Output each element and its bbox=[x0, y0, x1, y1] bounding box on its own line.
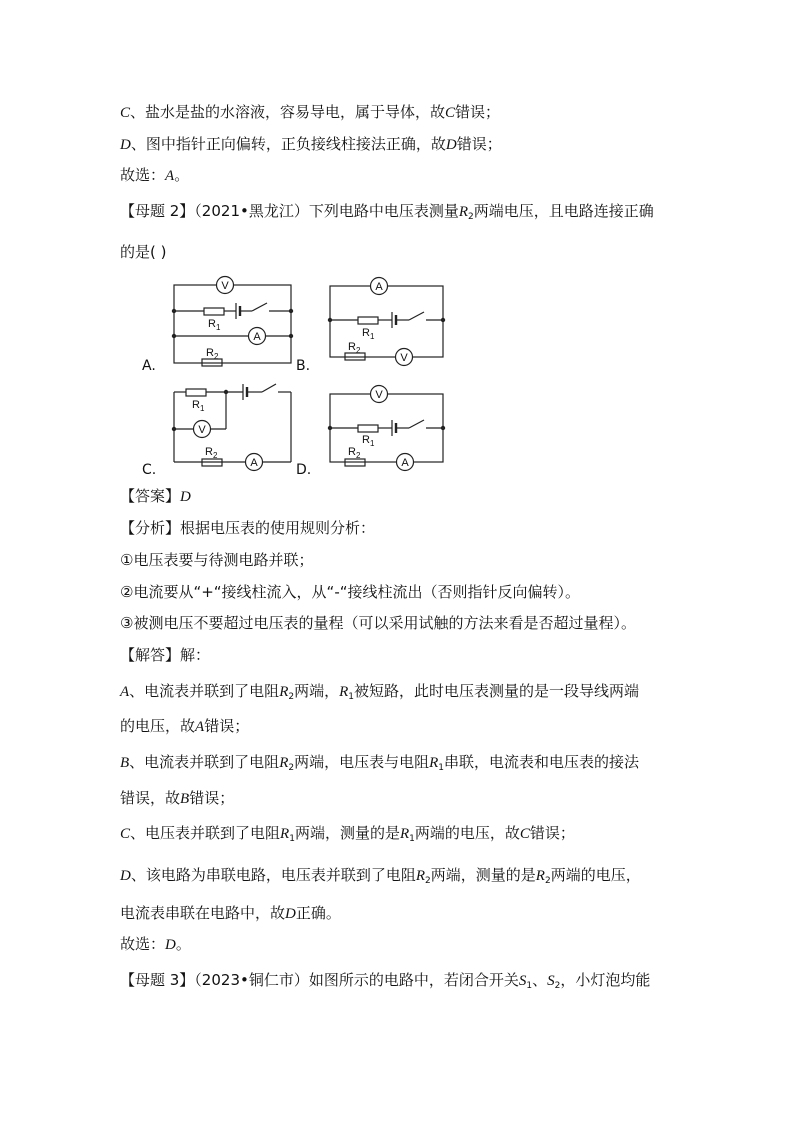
option-letter: C bbox=[445, 105, 456, 121]
option-letter: C bbox=[120, 105, 131, 121]
option-letter: D bbox=[445, 137, 457, 153]
text: 的是( ) bbox=[120, 243, 167, 261]
var: R bbox=[535, 868, 545, 884]
option-b-label: B. bbox=[296, 358, 311, 374]
text: 两端，测量的是 bbox=[294, 824, 400, 842]
meter-label: A bbox=[375, 281, 383, 293]
resistor-sub: 1 bbox=[370, 332, 375, 341]
text: 错误； bbox=[456, 135, 502, 153]
option-a-label: A. bbox=[142, 358, 156, 374]
meter-label: A bbox=[253, 331, 261, 343]
var-sub: 2 bbox=[468, 212, 474, 222]
meter-label: A bbox=[250, 457, 258, 469]
text: 【母题 3】（2023•铜仁市）如图所示的电路中，若闭合开关 bbox=[120, 971, 519, 989]
text: 串联，电流表和电压表的接法 bbox=[444, 753, 640, 771]
answer-line bbox=[120, 486, 191, 507]
text: 两端，测量的是 bbox=[430, 866, 536, 884]
text: 、该电路为串联电路，电压表并联到了电阻 bbox=[130, 866, 416, 884]
var: S bbox=[547, 973, 555, 989]
text: 两端， bbox=[294, 682, 340, 700]
meter-label: V bbox=[375, 389, 383, 401]
rule-1 bbox=[120, 550, 313, 570]
option-letter: A bbox=[120, 684, 130, 700]
text: 错误； bbox=[529, 824, 575, 842]
resistor-sub: 2 bbox=[356, 346, 361, 355]
meter-label: V bbox=[400, 352, 408, 364]
text: 两端的电压，故 bbox=[414, 824, 520, 842]
question-3-stem bbox=[120, 970, 650, 996]
var: R bbox=[399, 826, 410, 842]
resistor-label: R bbox=[348, 446, 356, 458]
text: 两端，电压表与电阻 bbox=[294, 753, 430, 771]
var-sub: 2 bbox=[425, 876, 431, 886]
resistor-sub: 1 bbox=[370, 439, 375, 448]
option-letter: B bbox=[180, 791, 190, 807]
var-sub: 1 bbox=[348, 692, 355, 702]
var-sub: 2 bbox=[288, 763, 295, 773]
text: 故选： bbox=[120, 166, 166, 184]
text: ①电压表要与待测电路并联； bbox=[120, 551, 314, 569]
resistor-sub: 2 bbox=[356, 451, 361, 460]
resistor-label: R bbox=[206, 347, 214, 359]
text: ③被测电压不要超过电压表的量程（可以采用试触的方法来看是否超过量程）。 bbox=[120, 614, 636, 632]
solution-b-cont bbox=[120, 788, 234, 809]
var: R bbox=[280, 826, 290, 842]
circuit-a bbox=[174, 285, 291, 366]
var-sub: 1 bbox=[526, 981, 533, 991]
line-choose-d bbox=[120, 934, 191, 955]
option-d-label: D. bbox=[296, 462, 312, 478]
option-letter: D bbox=[120, 137, 131, 153]
text: ②电流要从“+“接线柱流入，从“-“接线柱流出（否则指针反向偏转）。 bbox=[120, 583, 581, 601]
solution-a-cont bbox=[120, 716, 249, 737]
var: R bbox=[429, 755, 439, 771]
var: R bbox=[279, 684, 289, 700]
var: R bbox=[339, 684, 349, 700]
text: 、图中指针正向偏转，正负接线柱接法正确，故 bbox=[130, 135, 446, 153]
option-c-label: C. bbox=[142, 462, 157, 478]
solution-heading bbox=[120, 645, 210, 665]
resistor-sub: 1 bbox=[200, 404, 205, 413]
text: 。 bbox=[175, 935, 191, 953]
solution-d bbox=[120, 865, 641, 891]
text: 被短路，此时电压表测量的是一段导线两端 bbox=[354, 682, 640, 700]
text: 两端电压，且电路连接正确 bbox=[473, 202, 654, 220]
text: 【母题 2】（2021•黑龙江）下列电路中电压表测量 bbox=[120, 202, 459, 220]
resistor-label: R bbox=[348, 341, 356, 353]
solution-a bbox=[120, 681, 639, 707]
resistor-label: R bbox=[205, 446, 213, 458]
var-sub: 2 bbox=[554, 981, 561, 991]
resistor-sub: 2 bbox=[214, 352, 219, 361]
rule-2 bbox=[120, 582, 580, 602]
text: 、电流表并联到了电阻 bbox=[129, 682, 280, 700]
option-letter: A bbox=[195, 719, 205, 735]
option-letter: D bbox=[180, 489, 191, 505]
option-letter: A bbox=[165, 168, 175, 184]
text: 【答案】 bbox=[120, 487, 181, 505]
text: 【解答】解： bbox=[120, 646, 211, 664]
circuit-b bbox=[330, 286, 443, 360]
var-sub: 1 bbox=[409, 834, 415, 844]
var: S bbox=[518, 973, 527, 989]
text: 两端的电压， bbox=[550, 866, 641, 884]
text: 、电压表并联到了电阻 bbox=[130, 824, 281, 842]
option-letter: D bbox=[165, 937, 176, 953]
resistor-label: R bbox=[192, 399, 200, 411]
option-letter: C bbox=[120, 826, 131, 842]
text: 错误，故 bbox=[120, 789, 181, 807]
solution-d-cont bbox=[120, 903, 341, 924]
resistor-sub: 2 bbox=[213, 451, 218, 460]
text: 错误； bbox=[455, 103, 501, 121]
meter-label: V bbox=[221, 280, 229, 292]
circuit-c bbox=[174, 384, 291, 466]
text: 故选： bbox=[120, 935, 166, 953]
circuit-d bbox=[330, 394, 443, 466]
rule-3 bbox=[120, 613, 636, 633]
text: 电流表串联在电路中，故 bbox=[120, 904, 286, 922]
option-letter: D bbox=[120, 868, 131, 884]
var-sub: 2 bbox=[288, 692, 295, 702]
meter-label: V bbox=[198, 424, 206, 436]
var: R bbox=[415, 868, 426, 884]
text: 、 bbox=[532, 971, 548, 989]
option-letter: B bbox=[120, 755, 130, 771]
resistor-label: R bbox=[362, 434, 370, 446]
var: R bbox=[279, 755, 289, 771]
solution-c bbox=[120, 823, 575, 849]
resistor-label: R bbox=[208, 318, 216, 330]
text: 正确。 bbox=[295, 904, 341, 922]
resistor-r1 bbox=[204, 308, 224, 315]
var-sub: 1 bbox=[289, 834, 295, 844]
text: 错误； bbox=[204, 717, 250, 735]
text: 【分析】根据电压表的使用规则分析： bbox=[120, 519, 376, 537]
text: 、电流表并联到了电阻 bbox=[129, 753, 280, 771]
resistor-sub: 1 bbox=[216, 323, 221, 332]
var-sub: 1 bbox=[438, 763, 445, 773]
solution-b bbox=[120, 752, 639, 778]
var: R bbox=[458, 204, 469, 220]
text: 的电压，故 bbox=[120, 717, 196, 735]
text: ，小灯泡均能 bbox=[560, 971, 651, 989]
text: 。 bbox=[174, 166, 190, 184]
option-letter: C bbox=[519, 826, 530, 842]
var-sub: 2 bbox=[544, 876, 551, 886]
analysis-line bbox=[120, 518, 375, 538]
meter-label: A bbox=[401, 457, 409, 469]
resistor-label: R bbox=[362, 327, 370, 339]
option-letter: D bbox=[285, 906, 296, 922]
text: 错误； bbox=[189, 789, 235, 807]
text: 、盐水是盐的水溶液，容易导电，属于导体，故 bbox=[130, 103, 446, 121]
